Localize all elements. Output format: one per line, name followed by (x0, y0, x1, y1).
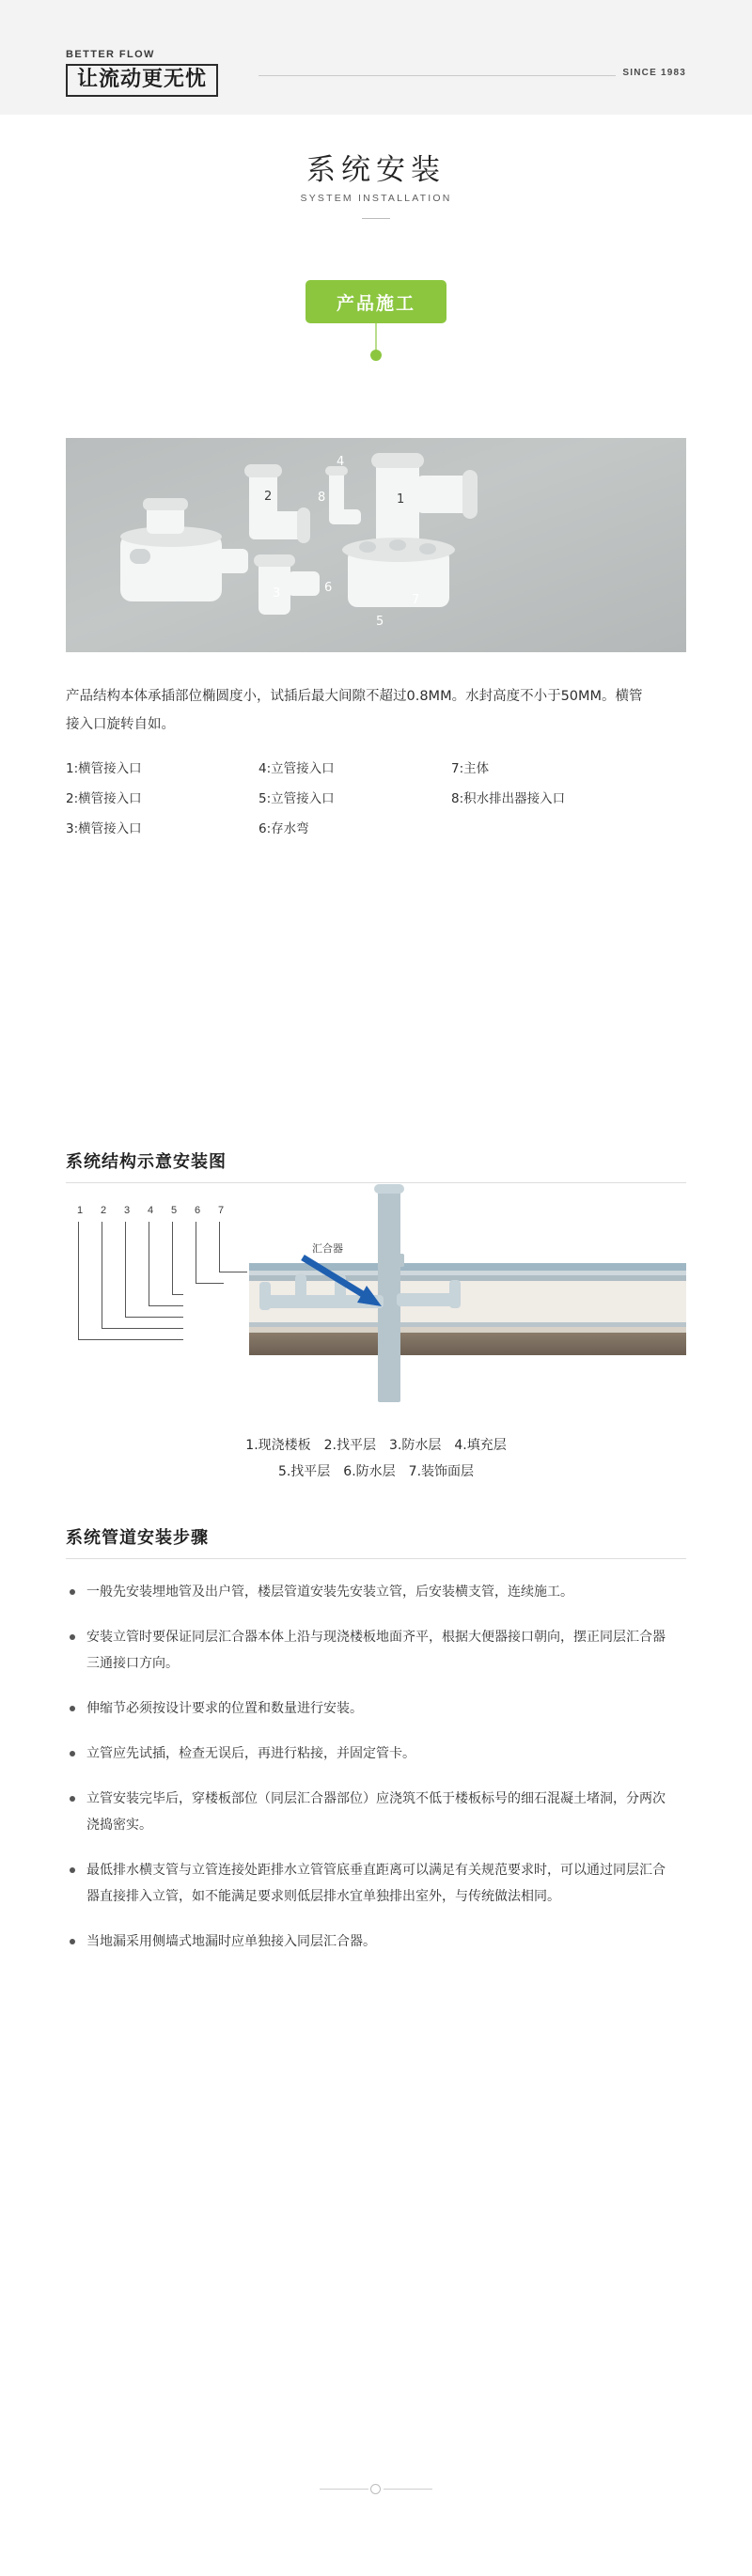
legend-item: 4:立管接入口 (258, 761, 335, 776)
diagram-caption-line-1: 1.现浇楼板 2.找平层 3.防水层 4.填充层 (245, 1438, 507, 1453)
page-subtitle: SYSTEM INSTALLATION (300, 193, 452, 204)
footer-rule-left (320, 2489, 368, 2490)
legend-item: 6:存水弯 (258, 821, 309, 836)
part-small-tee-branch (288, 571, 320, 596)
section-heading-steps-rule (66, 1558, 686, 1559)
diagram-number: 7 (218, 1205, 225, 1216)
part-elbow-end-rim (297, 507, 310, 543)
diagram-number: 6 (195, 1205, 201, 1216)
section-heading-structure-rule (66, 1182, 686, 1183)
brand-logo-box (66, 64, 218, 97)
list-item: 最低排水横支管与立管连接处距排水立管管底垂直距离可以满足有关规范要求时，可以通过同层汇合器直接排入立管，如不能满足要求则低层排水宜单独排出室外，与传统做法相同。 (66, 1857, 667, 1910)
part-elbow-top-rim (244, 464, 282, 477)
legend-item (451, 818, 667, 836)
brand-since: SINCE 1983 (622, 68, 686, 78)
part-collector-side-outlet (207, 549, 248, 573)
leader-h-4 (149, 1305, 183, 1306)
part-small-tee-rim (254, 554, 295, 567)
photo-label-2: 2 (264, 490, 273, 504)
page-title: 系统安装 (306, 153, 446, 187)
diagram-number: 2 (101, 1205, 107, 1216)
diagram-layer-numbers (77, 1205, 293, 1216)
collector-label: 汇合器 (312, 1242, 343, 1255)
part-collector-port-a (130, 549, 150, 564)
legend-item: 7:主体 (451, 761, 490, 776)
part-trap-port-a (359, 541, 376, 553)
section-heading-steps: 系统管道安装步骤 (66, 1528, 209, 1548)
leader-h-3 (125, 1317, 183, 1318)
leader-h-2 (102, 1328, 183, 1329)
legend-item: 5:立管接入口 (258, 791, 335, 806)
part-tee-top-rim (371, 453, 424, 468)
intro-paragraph: 产品结构本体承插部位椭圆度小，试插后最大间隙不超过0.8MM。水封高度不小于50MM。横管接入口旋转自如。 (66, 689, 643, 732)
part-trap-port-b (389, 539, 406, 551)
brand-logo (66, 49, 235, 97)
legend-item: 3:横管接入口 (66, 821, 142, 836)
diagram-number: 4 (148, 1205, 154, 1216)
diagram-caption-line-2: 5.找平层 6.防水层 7.装饰面层 (277, 1464, 475, 1479)
part-small-outlet (329, 509, 361, 524)
footer-rule-right (384, 2489, 432, 2490)
photo-label-3: 3 (273, 586, 281, 601)
list-item: 立管安装完毕后，穿楼板部位（同层汇合器部位）应浇筑不低于楼板标号的细石混凝土堵洞，分两次浇捣密实。 (66, 1786, 667, 1838)
product-photo (66, 438, 686, 652)
list-item: 伸缩节必须按设计要求的位置和数量进行安装。 (66, 1695, 667, 1722)
diagram-number: 1 (77, 1205, 84, 1216)
photo-label-1: 1 (397, 492, 405, 507)
photo-label-6: 6 (324, 581, 333, 595)
riser-main-rim (374, 1184, 404, 1194)
legend-item: 1:横管接入口 (66, 761, 142, 776)
leader-v-7 (219, 1222, 220, 1272)
structure-diagram (66, 1205, 686, 1421)
brand-logo-cn: 让流动更无忧 (77, 68, 208, 91)
photo-label-4: 4 (337, 455, 345, 469)
list-item: 一般先安装埋地管及出户管，楼层管道安装先安装立管，后安装横支管，连续施工。 (66, 1579, 667, 1605)
brand-logo-en: BETTER FLOW (66, 49, 155, 60)
diagram-number: 5 (171, 1205, 178, 1216)
status-badge-label: 产品施工 (336, 292, 415, 314)
footer-ornament-dot (370, 2484, 381, 2494)
status-badge (306, 280, 446, 323)
title-divider (362, 218, 390, 219)
leader-h-1 (78, 1339, 183, 1340)
collector-arrow-icon (299, 1254, 402, 1312)
leader-v-5 (172, 1222, 173, 1295)
floor-band-slab (249, 1333, 686, 1355)
list-item: 当地漏采用侧墙式地漏时应单独接入同层汇合器。 (66, 1928, 667, 1955)
leader-v-3 (125, 1222, 126, 1318)
badge-connector-line (375, 323, 377, 351)
diagram-caption (0, 1432, 752, 1485)
page-header (0, 0, 752, 115)
list-item: 立管应先试插，检查无误后，再进行粘接，并固定管卡。 (66, 1741, 667, 1767)
legend-grid (66, 757, 667, 836)
badge-connector-dot (370, 350, 382, 361)
photo-label-8: 8 (318, 491, 326, 505)
header-divider (258, 75, 616, 76)
legend-item: 2:横管接入口 (66, 791, 142, 806)
part-trap-port-c (419, 543, 436, 554)
branch-right-end (449, 1280, 461, 1308)
part-collector-inlet-rim (143, 498, 188, 510)
branch-left-end (259, 1282, 271, 1310)
part-tee-branch-rim (462, 470, 478, 519)
section-heading-structure: 系统结构示意安装图 (66, 1152, 227, 1172)
photo-label-7: 7 (412, 593, 420, 607)
leader-v-1 (78, 1222, 79, 1340)
diagram-number: 3 (124, 1205, 131, 1216)
steps-list (66, 1579, 667, 1974)
leader-h-5 (172, 1294, 183, 1295)
leader-h-6 (196, 1283, 224, 1284)
legend-item: 8:积水排出器接入口 (451, 791, 566, 806)
list-item: 安装立管时要保证同层汇合器本体上沿与现浇楼板地面齐平，根据大便器接口朝向，摆正同层汇合器三通接口方向。 (66, 1624, 667, 1677)
photo-label-5: 5 (376, 615, 384, 629)
